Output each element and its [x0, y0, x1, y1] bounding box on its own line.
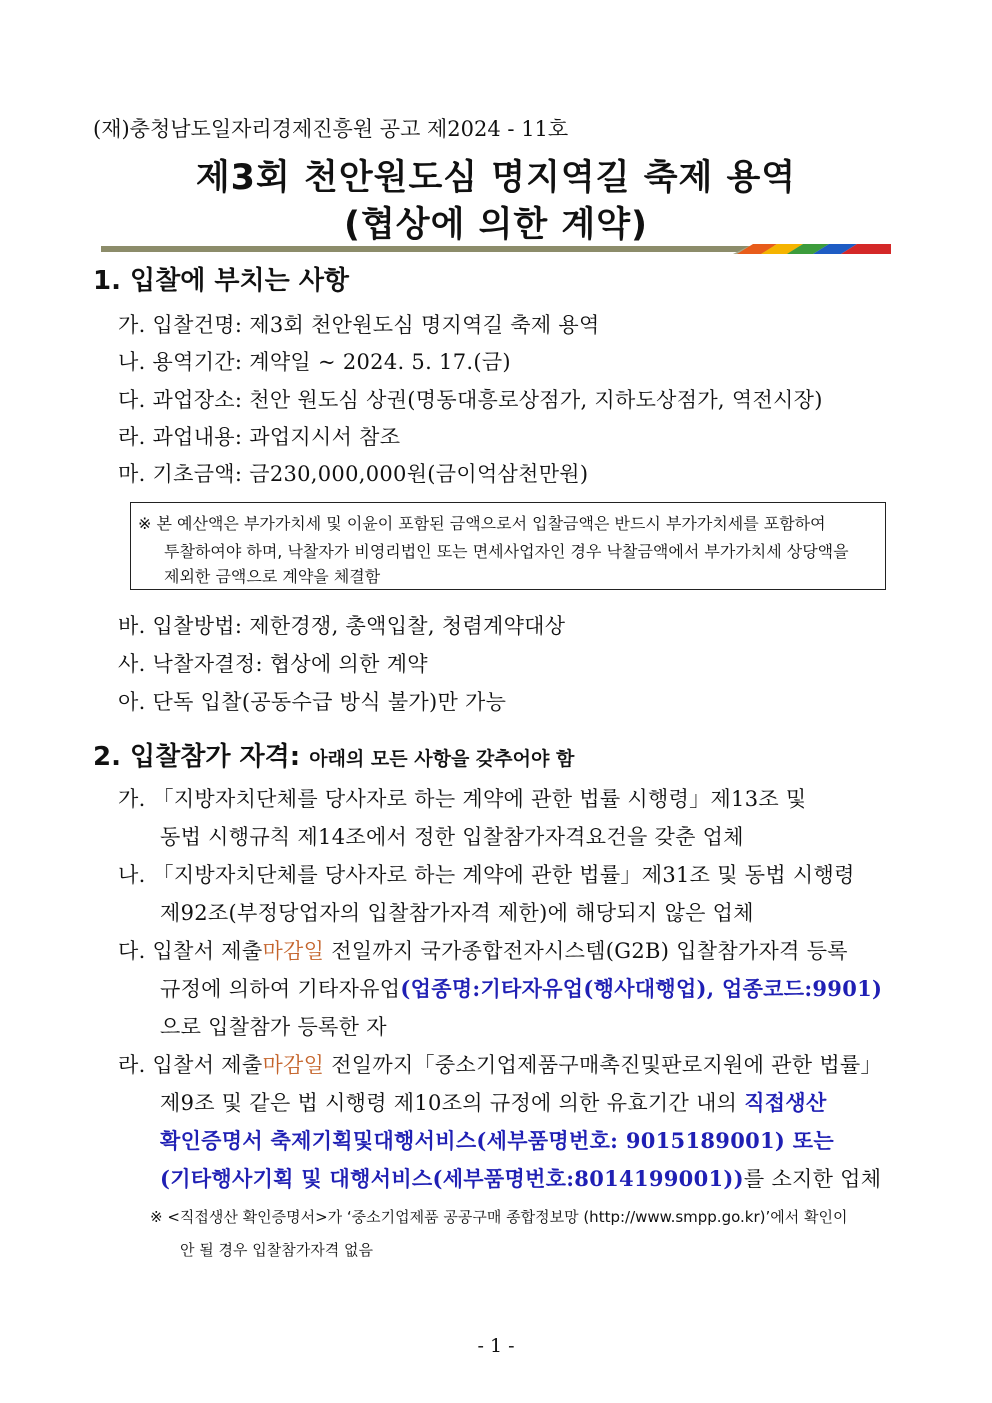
- list-item-continued: 동법 시행규칙 제14조에서 정한 입찰참가자격요건을 갖춘 업체: [160, 825, 744, 849]
- list-item: 라. 과업내용: 과업지시서 참조: [118, 425, 401, 449]
- certificate-highlight: 확인증명서 축제기획및대행서비스(세부품명번호: 9015189001) 또는: [160, 1128, 834, 1153]
- notice-number: (재)충청남도일자리경제진흥원 공고 제2024 - 11호: [93, 117, 569, 141]
- list-item: 나. 「지방자치단체를 당사자로 하는 계약에 관한 법률」제31조 및 동법 시행령: [118, 863, 855, 887]
- list-item: 나. 용역기간: 계약일 ~ 2024. 5. 17.(금): [118, 350, 511, 374]
- list-item: 바. 입찰방법: 제한경쟁, 총액입찰, 청렴계약대상: [118, 614, 566, 638]
- certificate-highlight: 직접생산: [744, 1090, 827, 1115]
- item-text: 전일까지「중소기업제품구매촉진및판로지원에 관한 법률」: [324, 1053, 882, 1077]
- footnote-line: 안 될 경우 입찰참가자격 없음: [180, 1241, 373, 1259]
- certificate-highlight: (기타행사기획 및 대행서비스(세부품명번호:8014199001)): [160, 1166, 744, 1191]
- page-title: 제3회 천안원도심 명지역길 축제 용역: [195, 158, 797, 198]
- list-item: [118, 935, 848, 965]
- list-item: 아. 단독 입찰(공동수급 방식 불가)만 가능: [118, 690, 507, 714]
- list-item-continued: 으로 입찰참가 등록한 자: [160, 1015, 387, 1039]
- deadline-highlight: 마감일: [262, 1053, 325, 1077]
- list-item: 가. 「지방자치단체를 당사자로 하는 계약에 관한 법률 시행령」제13조 및: [118, 787, 807, 811]
- list-item: [118, 1049, 882, 1079]
- item-text: 전일까지 국가종합전자시스템(G2B) 입찰참가자격 등록: [324, 939, 848, 963]
- list-item-continued: 제92조(부정당업자의 입찰참가자격 제한)에 해당되지 않은 업체: [160, 901, 754, 925]
- list-item-continued: [160, 1087, 827, 1117]
- section-2-subtitle: 아래의 모든 사항을 갖추어야 함: [309, 748, 575, 770]
- industry-code-highlight: (업종명:기타자유업(행사대행업), 업종코드:9901): [400, 976, 883, 1001]
- item-text: 라. 입찰서 제출: [118, 1053, 263, 1077]
- page-number: - 1 -: [477, 1335, 515, 1357]
- section-1-heading: 1. 입찰에 부치는 사항: [93, 266, 350, 296]
- list-item-continued: [160, 973, 882, 1003]
- page-subtitle: (협상에 의한 계약): [343, 205, 649, 245]
- section-2-title: 2. 입찰참가 자격:: [93, 742, 301, 772]
- item-text: 규정에 의하여 기타자유업: [160, 977, 401, 1001]
- footnote-line: ※ <직접생산 확인증명서>가 ‘중소기업제품 공공구매 종합정보망 (http://www.smpp.go.kr)’에서 확인이: [150, 1208, 848, 1226]
- list-item: 다. 과업장소: 천안 원도심 상권(명동대흥로상점가, 지하도상점가, 역전시장): [118, 388, 823, 412]
- title-divider: [101, 244, 891, 254]
- item-text: 제9조 및 같은 법 시행령 제10조의 규정에 의한 유효기간 내의: [160, 1091, 745, 1115]
- box-note-line: 제외한 금액으로 계약을 체결함: [164, 567, 381, 586]
- list-item-continued: [160, 1163, 881, 1193]
- list-item: 가. 입찰건명: 제3회 천안원도심 명지역길 축제 용역: [118, 313, 600, 337]
- item-text: 다. 입찰서 제출: [118, 939, 263, 963]
- box-note-line: ※ 본 예산액은 부가가치세 및 이윤이 포함된 금액으로서 입찰금액은 반드시 부가가치세를 포함하여: [138, 514, 826, 533]
- section-2-heading: [93, 736, 574, 773]
- list-item: 마. 기초금액: 금230,000,000원(금이억삼천만원): [118, 462, 589, 486]
- list-item: 사. 낙찰자결정: 협상에 의한 계약: [118, 652, 428, 676]
- deadline-highlight: 마감일: [262, 939, 325, 963]
- box-note-line: 투찰하여야 하며, 낙찰자가 비영리법인 또는 면세사업자인 경우 낙찰금액에서 부가가치세 상당액을: [164, 542, 849, 561]
- item-text: 를 소지한 업체: [743, 1167, 882, 1191]
